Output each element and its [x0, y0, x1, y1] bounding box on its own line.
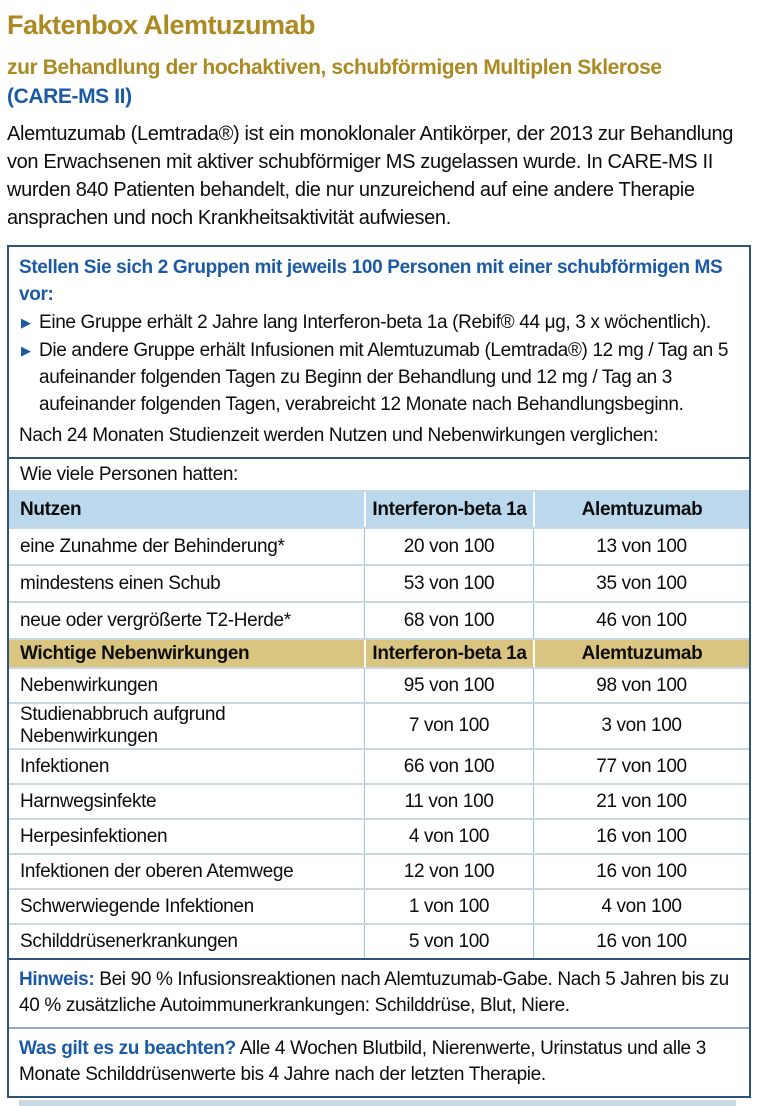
row-label: neue oder vergrößerte T2-Herde*: [20, 609, 291, 631]
interferon-value: 20 von 100: [364, 529, 533, 564]
row-label: Studienabbruch aufgrund Nebenwirkungen: [20, 704, 226, 747]
benefit-header-row: [9, 490, 749, 527]
table-row: [9, 888, 749, 923]
row-label: Schwerwiegende Infektionen: [20, 895, 254, 917]
table-caption: Wie viele Personen hatten:: [9, 457, 749, 490]
alemtuzumab-column-header: Alemtuzumab: [533, 640, 749, 667]
row-label: mindestens einen Schub: [20, 572, 221, 594]
table-row: [9, 853, 749, 888]
interferon-value: 95 von 100: [364, 669, 533, 702]
interferon-value: 68 von 100: [364, 603, 533, 638]
bottom-shadow-bar: [19, 1100, 736, 1106]
beachten-section: [9, 1027, 749, 1096]
beachten-label: Was gilt es zu beachten?: [19, 1038, 236, 1059]
row-label: Herpesinfektionen: [20, 825, 168, 847]
table-row: [9, 702, 749, 748]
interferon-column-header: Interferon-beta 1a: [364, 492, 533, 527]
interferon-value: 7 von 100: [364, 704, 533, 748]
table-row: [9, 748, 749, 783]
interferon-column-header: Interferon-beta 1a: [364, 640, 533, 667]
table-row: [9, 783, 749, 818]
scenario-footer: Nach 24 Monaten Studienzeit werden Nutzen und Nebenwirkungen verglichen:: [19, 425, 659, 446]
table-row: [9, 564, 749, 601]
alemtuzumab-value: 35 von 100: [533, 566, 749, 601]
alemtuzumab-column-header: Alemtuzumab: [533, 492, 749, 527]
alemtuzumab-value: 16 von 100: [533, 855, 749, 888]
row-label: Nebenwirkungen: [20, 674, 158, 696]
table-row: [9, 667, 749, 702]
alemtuzumab-value: 21 von 100: [533, 785, 749, 818]
factbox-container: [7, 245, 751, 1098]
intro-paragraph: Alemtuzumab (Lemtrada®) ist ein monoklonaler Antikörper, der 2013 zur Behandlung von Erwachsenen mit aktiver schubförmiger MS zugelassen wurde. In CARE-MS II wurden 840 Patienten behandelt, die nur unzureichend auf eine andere Therapie ansprachen und noch Krankheitsaktivität aufwiesen.: [7, 123, 734, 229]
page-subtitle: zur Behandlung der hochaktiven, schubförmigen Multiplen Sklerose: [7, 56, 662, 79]
alemtuzumab-value: 4 von 100: [533, 890, 749, 923]
list-item: [19, 337, 739, 418]
interferon-value: 12 von 100: [364, 855, 533, 888]
bullet-arrow-icon: ▶: [21, 315, 31, 330]
harm-header-label: Wichtige Nebenwirkungen: [20, 642, 250, 664]
scenario-heading: Stellen Sie sich 2 Gruppen mit jeweils 100 Personen mit einer schubförmigen MS vor:: [19, 257, 723, 305]
alemtuzumab-value: 46 von 100: [533, 603, 749, 638]
list-item: [19, 309, 739, 336]
bullet-arrow-icon: ▶: [21, 343, 31, 358]
study-name: (CARE-MS II): [7, 85, 132, 108]
interferon-value: 5 von 100: [364, 925, 533, 958]
row-label: Infektionen: [20, 755, 110, 777]
bullet-text: Die andere Gruppe erhält Infusionen mit Alemtuzumab (Lemtrada®) 12 mg / Tag an 5 aufeinander folgenden Tagen zu Beginn der Behandlung und 12 mg / Tag an 3 aufeinander folgenden Tagen, verabreicht 12 Monate nach Behandlungsbeginn.: [39, 340, 729, 415]
row-label: Infektionen der oberen Atemwege: [20, 860, 294, 882]
interferon-value: 53 von 100: [364, 566, 533, 601]
interferon-value: 66 von 100: [364, 750, 533, 783]
beachten-text: Alle 4 Wochen Blutbild, Nierenwerte, Urinstatus und alle 3 Monate Schilddrüsenwerte bis 4 Jahre nach der letzten Therapie.: [19, 1038, 706, 1085]
table-row: [9, 527, 749, 564]
alemtuzumab-value: 3 von 100: [533, 704, 749, 748]
table-row: [9, 818, 749, 853]
row-label: Schilddrüsenerkrankungen: [20, 930, 238, 952]
interferon-value: 11 von 100: [364, 785, 533, 818]
hinweis-section: [9, 958, 749, 1027]
harm-header-row: [9, 638, 749, 667]
alemtuzumab-value: 98 von 100: [533, 669, 749, 702]
alemtuzumab-value: 77 von 100: [533, 750, 749, 783]
interferon-value: 4 von 100: [364, 820, 533, 853]
row-label: Harnwegsinfekte: [20, 790, 157, 812]
page-title: Faktenbox Alemtuzumab: [7, 10, 316, 40]
hinweis-text: Bei 90 % Infusionsreaktionen nach Alemtuzumab-Gabe. Nach 5 Jahren bis zu 40 % zusätzliche Autoimmunerkrankungen: Schilddrüse, Blut, Niere.: [19, 969, 729, 1016]
bullet-text: Eine Gruppe erhält 2 Jahre lang Interferon-beta 1a (Rebif® 44 μg, 3 x wöchentlich).: [39, 312, 711, 333]
table-row: [9, 601, 749, 638]
alemtuzumab-value: 16 von 100: [533, 820, 749, 853]
hinweis-label: Hinweis:: [19, 969, 95, 990]
benefit-header-label: Nutzen: [20, 498, 82, 520]
interferon-value: 1 von 100: [364, 890, 533, 923]
alemtuzumab-value: 16 von 100: [533, 925, 749, 958]
table-row: [9, 923, 749, 958]
row-label: eine Zunahme der Behinderung*: [20, 535, 285, 557]
scenario-box: [9, 247, 749, 457]
alemtuzumab-value: 13 von 100: [533, 529, 749, 564]
